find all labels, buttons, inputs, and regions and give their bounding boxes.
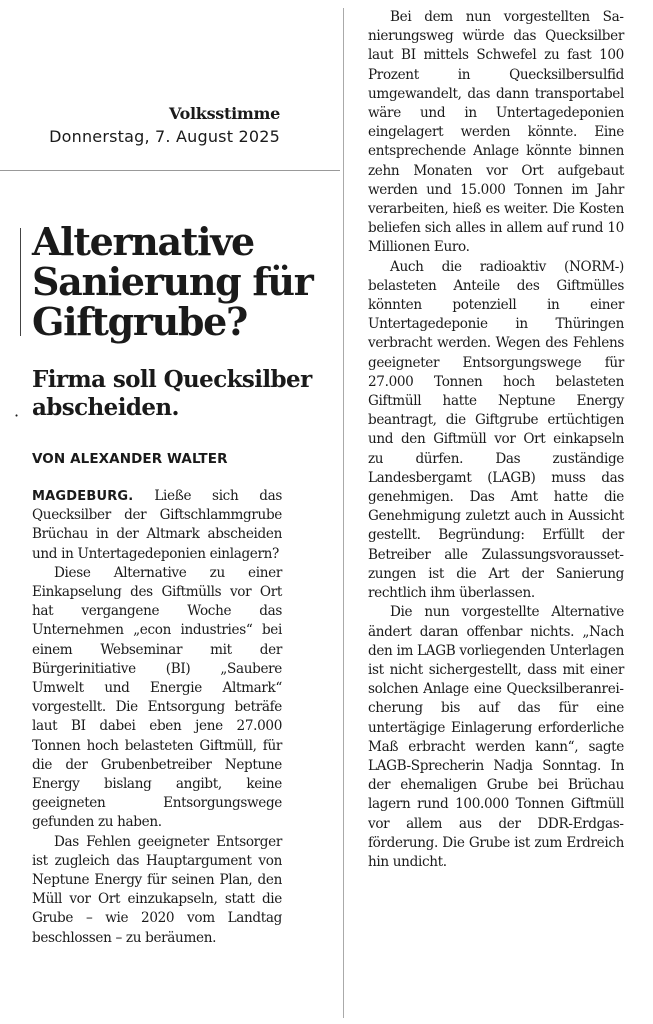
paragraph-text: Ließe sich das Quecksilber der Giftschlammgrube Brüchau in der Altmark abscheiden und in Untertagedeponien einlagern? [32, 488, 282, 562]
column-divider [343, 8, 344, 1018]
paragraph [32, 487, 282, 564]
header-divider [0, 170, 340, 171]
paragraph: Die nun vorgestellte Alternative ändert daran offenbar nichts. „Nach den im LAGB vorliegenden Unterlagen ist nicht sichergestellt, dass mit einer solchen Anlage eine Quecksilberanreicherung bis auf das für eine untertägige Einlagerung erforderliche Maß erbracht werden kann“, sagte LAGB-Sprecherin Nadja Sonntag. In der ehemaligen Grube bei Brüchau lagern rund 100.000 Tonnen Giftmüll vor allem aus der DDR-Erdgasförderung. Die Grube ist zum Erdreich hin undicht. [368, 604, 624, 870]
publication-header [30, 104, 280, 146]
publication-name: Volksstimme [168, 104, 280, 123]
paragraph: Diese Alternative zu einer Einkapselung des Giftmülls vor Ort hat vergangene Woche das Unternehmen „econ industries“ bei einem Webseminar mit der Bürgerinitiative (BI) „Saubere Umwelt und Energie Altmark“ vorgestellt. Die Entsorgung beträfe laut BI dabei eben jene 27.000 Tonnen hoch belasteten Giftmüll, für die der Grubenbetreiber Neptune Energy bislang angibt, keine geeigneten Entsorgungswege gefunden zu haben. [32, 564, 282, 831]
article-title: Alternative Sanierung für Giftgrube? [32, 219, 313, 344]
article-dateline: MAGDEBURG. [32, 489, 134, 504]
headline-accent-bar [20, 228, 21, 336]
article-column-2 [368, 8, 624, 872]
article-column-1 [32, 487, 282, 948]
publication-date: Donnerstag, 7. August 2025 [49, 127, 280, 146]
paragraph: Das Fehlen geeigneter Entsorger ist zugleich das Hauptargument von Neptune Energy für seinen Plan, den Müll vor Ort einzukapseln, statt die Grube – wie 2020 vom Landtag beschlossen – zu beräumen. [32, 833, 282, 946]
margin-dot: · [14, 406, 20, 425]
article-byline: VON ALEXANDER WALTER [32, 451, 228, 467]
paragraph: Bei dem nun vorgestellten Sanierungsweg würde das Quecksilber laut BI mittels Schwefel zu fast 100 Prozent in Quecksilbersulfid umgewandelt, das dann transportabel wäre und in Untertagedeponien eingelagert werden könnte. Eine entsprechende Anlage könnte binnen zehn Monaten vor Ort aufgebaut werden und 15.000 Tonnen im Jahr verarbeiten, hieß es weiter. Die Kosten beliefen sich alles in allem auf rund 10 Millionen Euro. [368, 9, 624, 256]
paragraph: Auch die radioaktiv (NORM-) belasteten Anteile des Giftmülles könnten potenziell in einer Untertagedeponie in Thüringen verbracht werden. Wegen des Fehlens geeigneter Entsorgungswege für 27.000 Tonnen hoch belasteten Giftmüll hatte Neptune Energy beantragt, die Giftgrube ertüchtigen und den Giftmüll vor Ort einkapseln zu dürfen. Das zuständige Landesbergamt (LAGB) muss das genehmigen. Das Amt hatte die Genehmigung zuletzt auch in Aussicht gestellt. Begründung: Erfüllt der Betreiber alle Zulassungsvoraussetzungen ist die Art der Sanierung rechtlich ihm überlassen. [368, 258, 624, 602]
article-subtitle: Firma soll Quecksilber abscheiden. [32, 366, 312, 421]
